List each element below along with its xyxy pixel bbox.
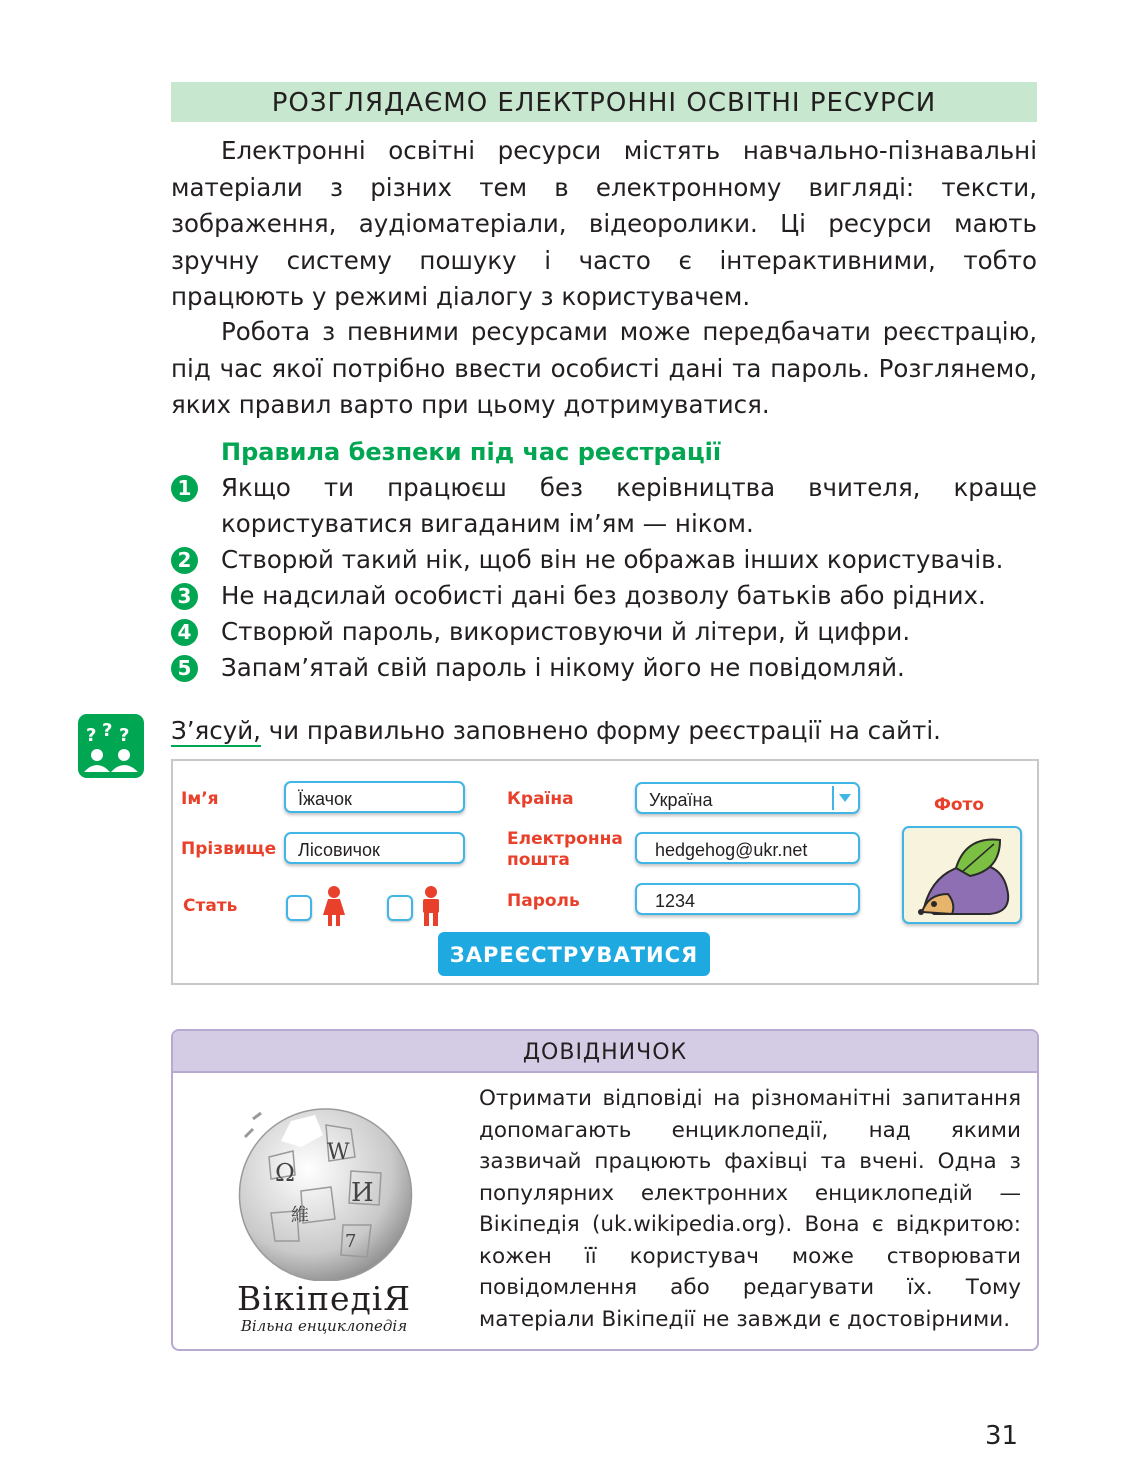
reference-title: ДОВІДНИЧОК [173,1031,1037,1073]
rule-text-5: Запам’ятай свій пароль і нікому його не повідомляй. [221,653,905,682]
country-select-value: Україна [649,790,713,810]
rule-text-2: Створюй такий нік, щоб він не ображав інших користувачів. [221,545,1004,574]
rule-number-2: 2 [171,547,198,574]
question-kids-icon [78,714,144,778]
email-input[interactable]: hedgehog@ukr.net [635,832,860,864]
svg-text:?: ? [86,725,97,746]
name-input[interactable]: Їжачок [284,781,465,813]
register-button[interactable]: ЗАРЕЄСТРУВАТИСЯ [438,932,710,976]
wikipedia-wordmark: ВікіпедіЯ [236,1279,412,1318]
reference-box [171,1029,1039,1351]
country-label: Країна [507,789,574,809]
svg-text:Ω: Ω [275,1159,295,1187]
rule-text-4: Створюй пароль, використовуючи й літери, й цифри. [221,617,911,646]
rule-number-5: 5 [171,655,198,682]
gender-female-checkbox[interactable] [286,895,312,921]
photo-upload[interactable] [902,826,1022,924]
reference-text: Отримати відповіді на різноманітні запитання допомагають енциклопедії, над якими зазвичай працюють фахівці та вчені. Одна з популярних електронних енциклопедій — Вікіпедія (uk.wikipedia.org). Вона є відкритою: кожен її користувач може створювати повідомлення або редагувати їх. Тому матеріали Вікіпедії не завжди є достовірними. [479,1086,1021,1332]
password-input[interactable]: 1234 [635,883,860,915]
rule-number-4: 4 [171,619,198,646]
paragraph-2-text: Робота з певними ресурсами може передбачати реєстрацію, під час якої потрібно ввести особисті дані та пароль. Розглянемо, яких правил варто при цьому дотримуватися. [171,317,1037,419]
section-title: РОЗГЛЯДАЄМО ЕЛЕКТРОННІ ОСВІТНІ РЕСУРСИ [171,82,1037,122]
email-label-line2: пошта [507,850,570,870]
name-label: Ім’я [181,789,219,809]
svg-text:維: 維 [291,1205,309,1226]
rule-number-3: 3 [171,583,198,610]
wikipedia-globe-icon [231,1101,421,1285]
svg-text:7: 7 [345,1231,357,1252]
country-select[interactable] [635,782,860,814]
surname-input[interactable]: Лісовичок [284,832,465,864]
intro-paragraph-2 [171,314,1037,424]
surname-label: Прізвище [181,839,277,859]
svg-text:?: ? [119,725,130,746]
rule-number-1: 1 [171,475,198,502]
email-label-line1: Електронна [507,829,623,849]
rules-heading: Правила безпеки під час реєстрації [221,438,722,466]
chevron-down-icon[interactable] [832,786,856,810]
intro-paragraph-1 [171,133,1037,316]
task-text: чи правильно заповнено форму реєстрації на сайті. [260,716,941,745]
gender-label: Стать [183,896,238,916]
rule-text-3: Не надсилай особисті дані без дозволу батьків або рідних. [221,581,986,610]
task-instruction [171,713,941,749]
girl-icon [321,885,347,931]
svg-text:И: И [351,1178,374,1208]
task-verb: З’ясуй, [171,716,261,745]
svg-text:?: ? [102,720,113,741]
paragraph-1-text: Електронні освітні ресурси містять навчально-пізнавальні матеріали з різних тем в електронному вигляді: тексти, зображення, аудіоматеріали, відеоролики. Ці ресурси мають зручну систему пошуку і часто є інтерактивними, тобто працюють у режимі діалогу з користувачем. [171,136,1037,311]
hedgehog-icon [904,907,1020,924]
photo-label: Фото [934,795,985,815]
page-number: 31 [985,1421,1019,1451]
password-label: Пароль [507,891,580,911]
rule-text-1: Якщо ти працюєш без керівництва вчителя, краще користуватися вигаданим ім’ям — ніком. [221,473,1037,538]
boy-icon [418,885,444,931]
gender-male-checkbox[interactable] [387,895,413,921]
wikipedia-tagline: Вільна енциклопедія [240,1317,408,1335]
svg-text:W: W [327,1140,350,1165]
